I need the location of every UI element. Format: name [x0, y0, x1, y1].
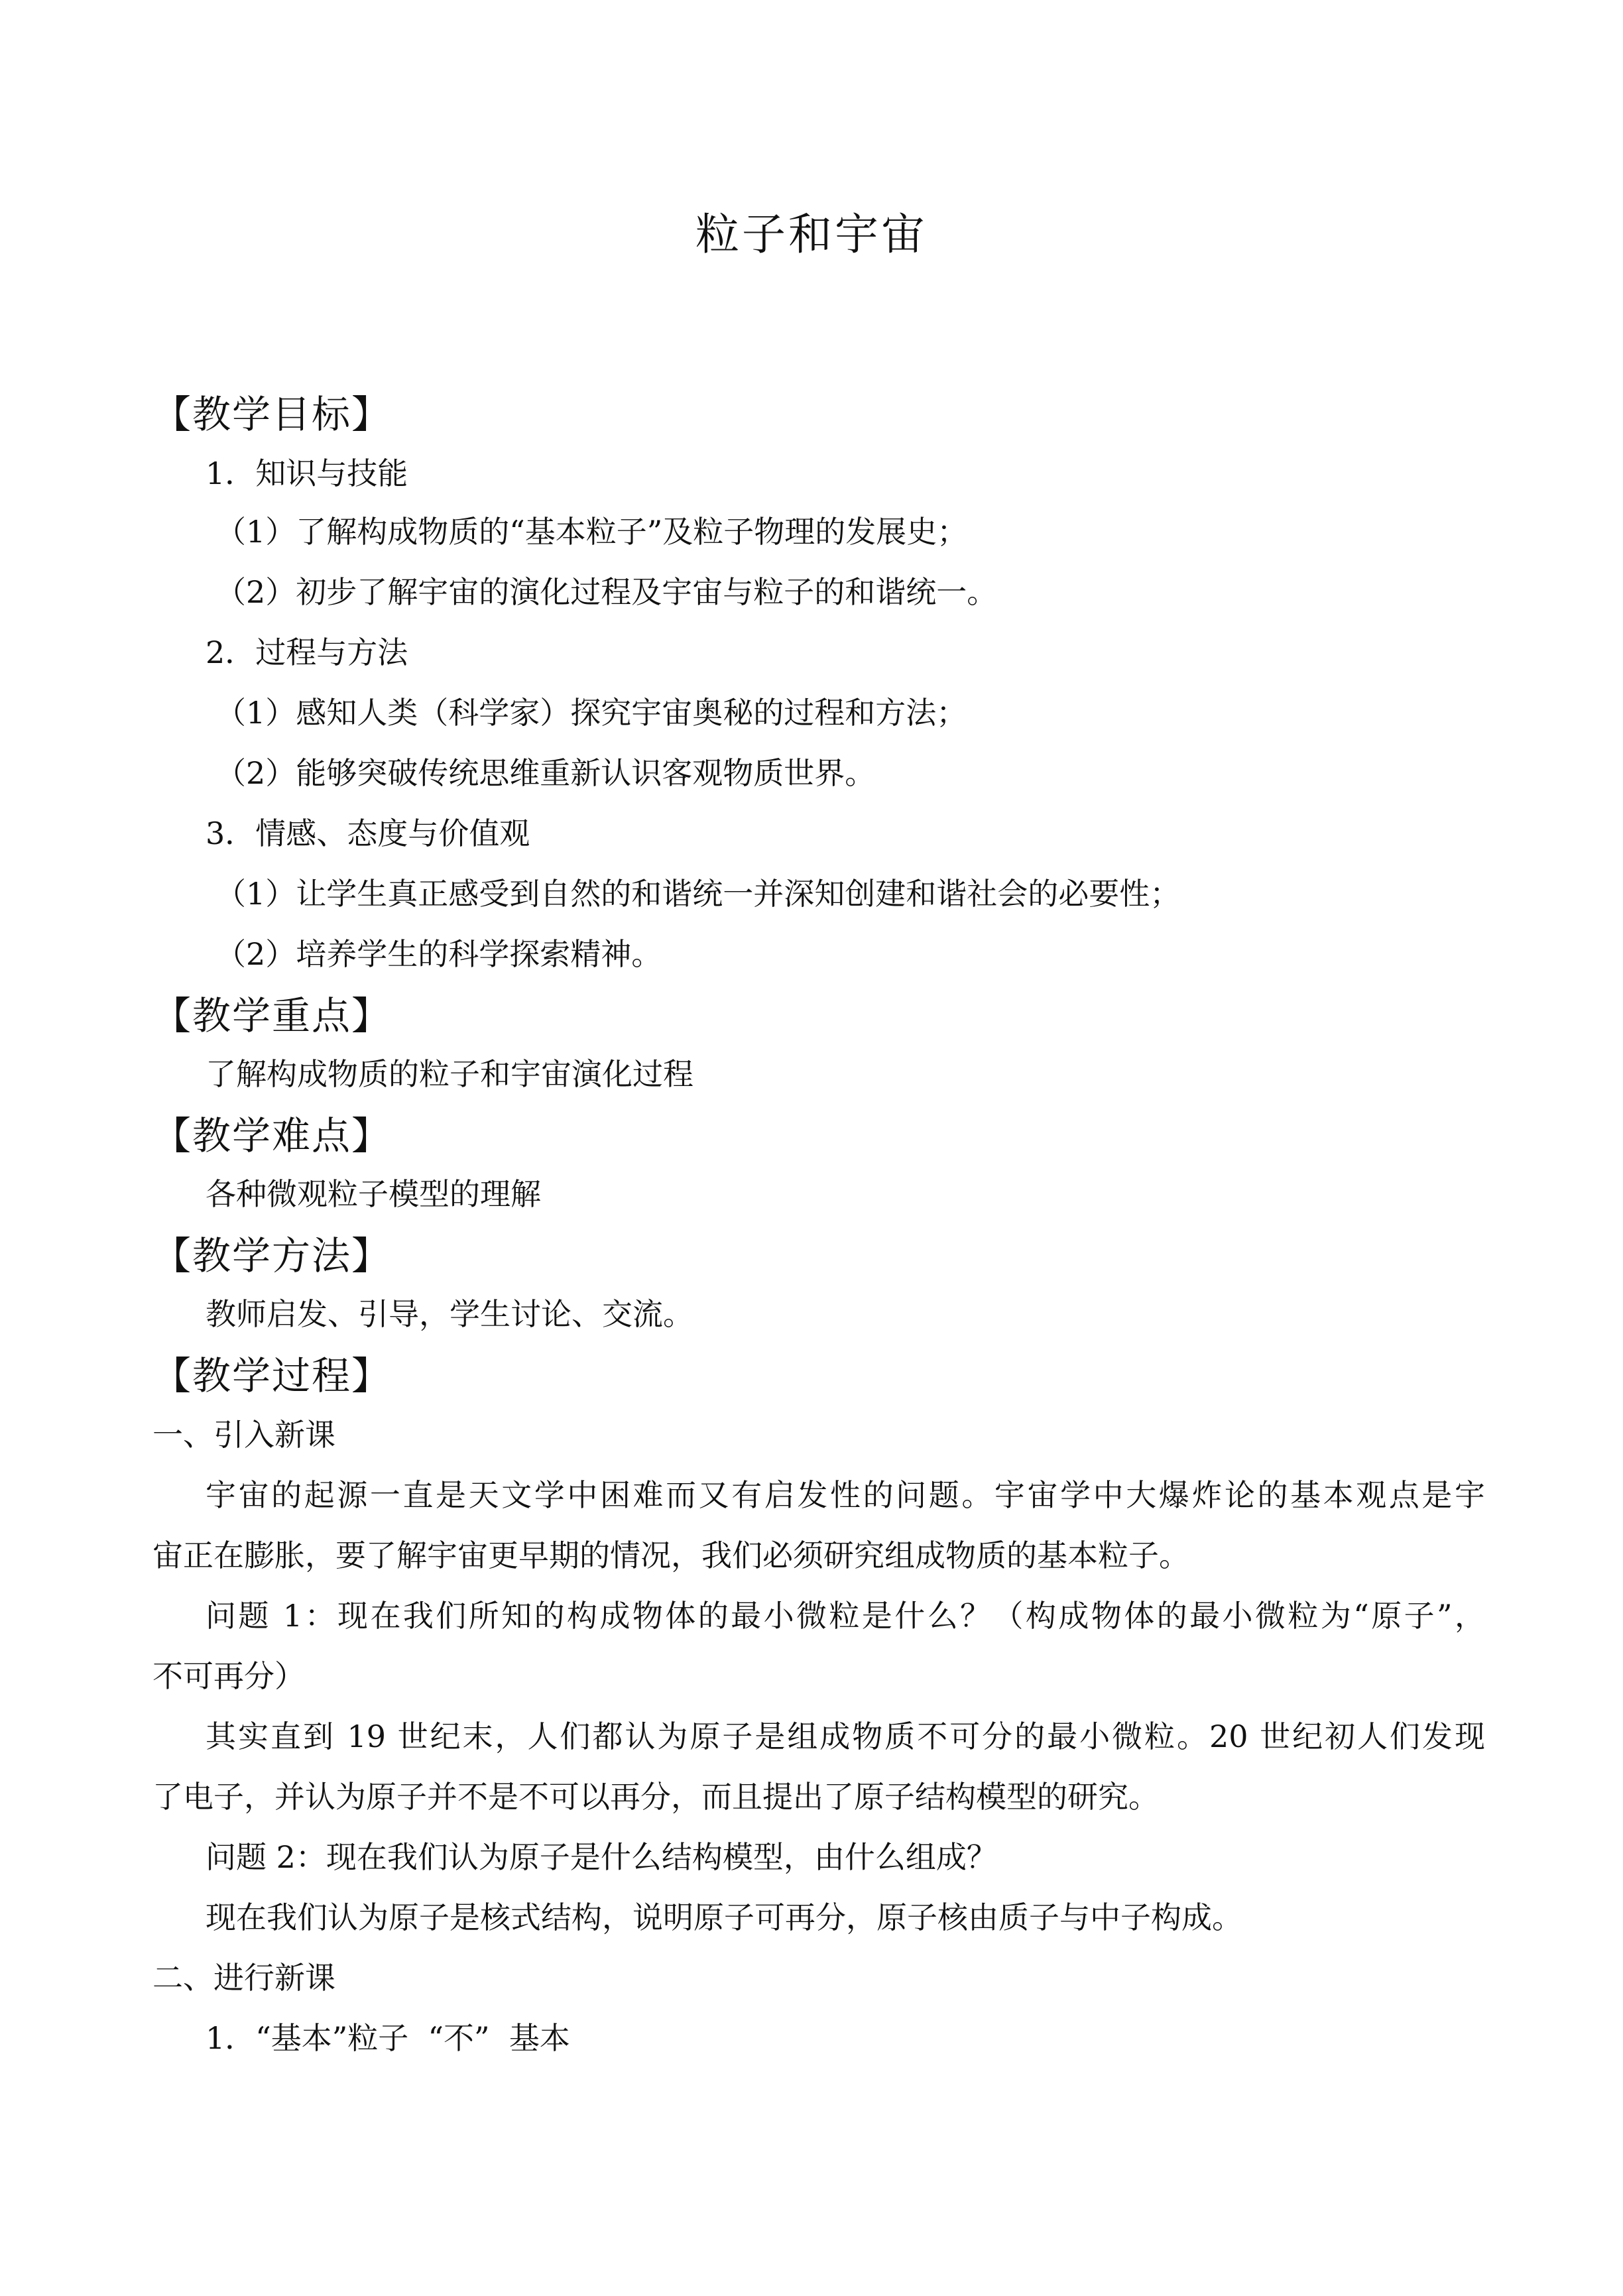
process-paragraph-1-line-1: 宇宙的起源一直是天文学中困难而又有启发性的问题。宇宙学中大爆炸论的基本观点是宇 — [206, 1477, 1485, 1513]
process-subsection-1: 1．“基本”粒子 “不” 基本 — [206, 2020, 570, 2056]
section-heading-objectives: 【教学目标】 — [152, 392, 392, 437]
document-title: 粒子和宇宙 — [695, 209, 928, 260]
objective-knowledge-title: 1．知识与技能 — [206, 455, 408, 491]
process-part2-title: 二、进行新课 — [152, 1960, 335, 1996]
objective-knowledge-item-2: （2）初步了解宇宙的演化过程及宇宙与粒子的和谐统一。 — [215, 574, 998, 610]
objective-process-item-1: （1）感知人类（科学家）探究宇宙奥秘的过程和方法； — [215, 695, 967, 731]
process-part1-title: 一、引入新课 — [152, 1417, 335, 1453]
objective-emotion-item-1: （1）让学生真正感受到自然的和谐统一并深知创建和谐社会的必要性； — [215, 876, 1181, 912]
process-paragraph-1-line-2: 宙正在膨胀，要了解宇宙更早期的情况，我们必须研究组成物质的基本粒子。 — [152, 1538, 1189, 1573]
objective-knowledge-item-1: （1）了解构成物质的“基本粒子”及粒子物理的发展史； — [215, 514, 968, 550]
section-heading-process: 【教学过程】 — [152, 1353, 392, 1398]
section-heading-methods: 【教学方法】 — [152, 1233, 392, 1278]
process-paragraph-3: 现在我们认为原子是核式结构，说明原子可再分，原子核由质子与中子构成。 — [206, 1900, 1242, 1935]
objective-emotion-title: 3．情感、态度与价值观 — [206, 816, 530, 851]
process-paragraph-2-line-2: 了电子，并认为原子并不是不可以再分，而且提出了原子结构模型的研究。 — [152, 1779, 1159, 1815]
process-question-2: 问题 2：现在我们认为原子是什么结构模型，由什么组成？ — [206, 1839, 997, 1875]
section-heading-difficulties: 【教学难点】 — [152, 1113, 392, 1158]
difficulties-text: 各种微观粒子模型的理解 — [206, 1176, 541, 1212]
objective-process-title: 2．过程与方法 — [206, 634, 408, 670]
process-question-1-line-2: 不可再分） — [152, 1658, 305, 1694]
methods-text: 教师启发、引导，学生讨论、交流。 — [206, 1296, 693, 1332]
process-paragraph-2-line-1: 其实直到 19 世纪末，人们都认为原子是组成物质不可分的最小微粒。20 世纪初人们发现 — [206, 1719, 1485, 1754]
objective-emotion-item-2: （2）培养学生的科学探索精神。 — [215, 936, 662, 972]
objective-process-item-2: （2）能够突破传统思维重新认识客观物质世界。 — [215, 755, 876, 791]
process-question-1-line-1: 问题 1：现在我们所知的构成物体的最小微粒是什么？（构成物体的最小微粒为“原子”， — [206, 1598, 1485, 1634]
key-points-text: 了解构成物质的粒子和宇宙演化过程 — [206, 1056, 693, 1092]
section-heading-key-points: 【教学重点】 — [152, 993, 392, 1038]
